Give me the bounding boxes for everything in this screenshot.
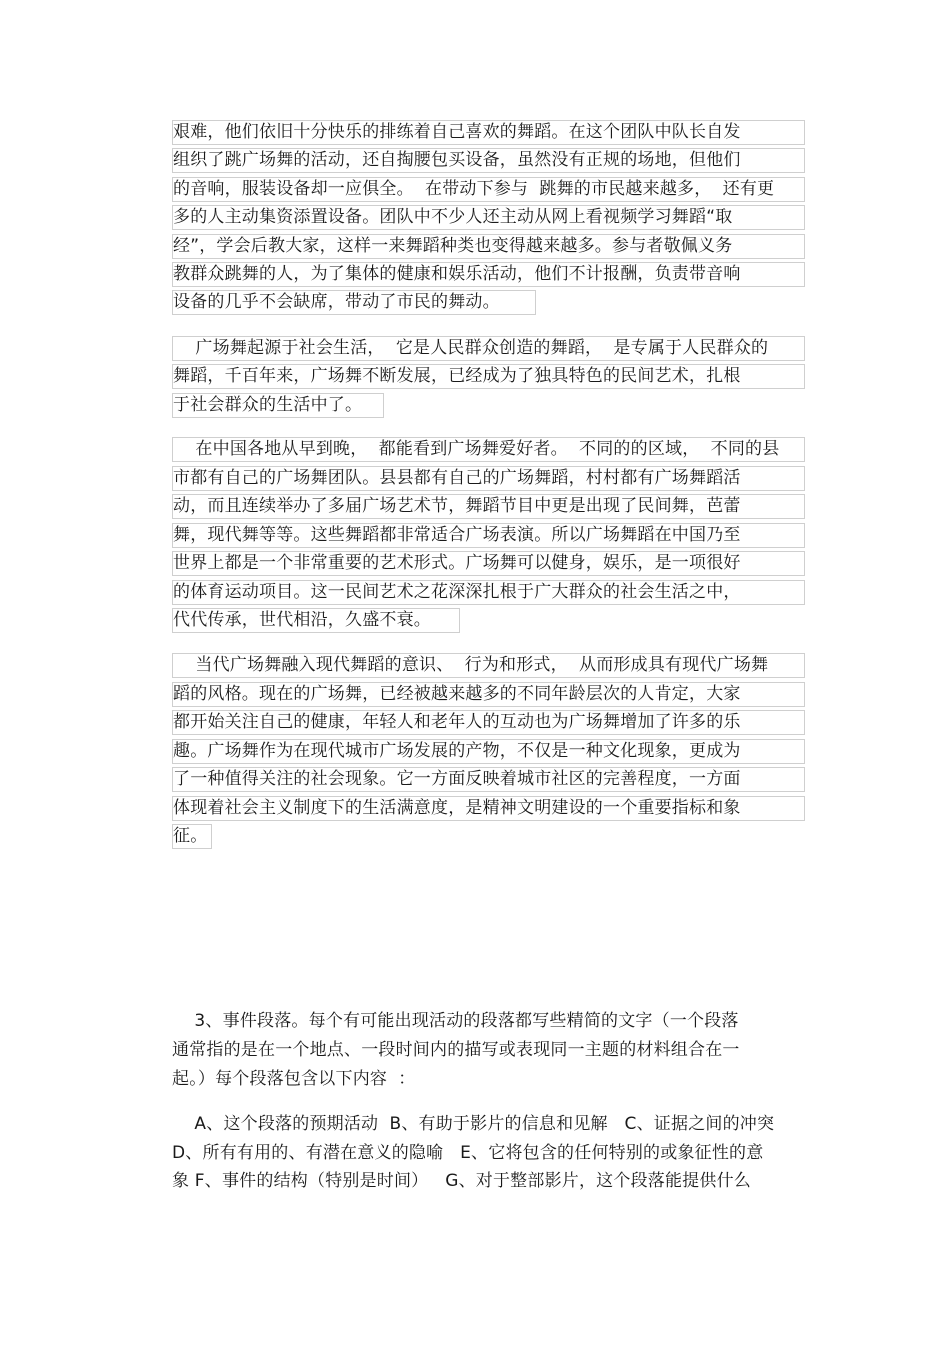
text-line: 经”，学会后教大家，这样一来舞蹈种类也变得越来越多。参与者敬佩义务 (172, 234, 805, 259)
text-line: 的体育运动项目。这一民间艺术之花深深扎根于广大群众的社会生活之中， (172, 580, 805, 605)
text-line: 象 F、事件的结构（特别是时间） G、对于整部影片，这个段落能提供什么 (172, 1171, 751, 1191)
text-line: 当代广场舞融入现代舞蹈的意识、 行为和形式， 从而形成具有现代广场舞 (172, 653, 805, 678)
text-line: 广场舞起源于社会生活， 它是人民群众创造的舞蹈， 是专属于人民群众的 (172, 336, 805, 361)
text-line: 于社会群众的生活中了。 (172, 393, 384, 418)
text-line: 代代传承，世代相沿，久盛不衰。 (172, 608, 460, 633)
text-line: D、所有有用的、有潜在意义的隐喻 E、它将包含的任何特别的或象征性的意 (172, 1143, 764, 1163)
text-line: 蹈的风格。现在的广场舞，已经被越来越多的不同年龄层次的人肯定，大家 (172, 682, 805, 707)
text-line: 设备的几乎不会缺席，带动了市民的舞动。 (172, 290, 536, 315)
text-line: 的音响，服装设备却一应俱全。 在带动下参与 跳舞的市民越来越多， 还有更 (172, 177, 805, 202)
text-line: 征。 (172, 824, 212, 849)
text-line: 动，而且连续举办了多届广场艺术节，舞蹈节目中更是出现了民间舞，芭蕾 (172, 494, 805, 519)
text-line: 起。）每个段落包含以下内容 ： (172, 1069, 416, 1089)
text-line: 组织了跳广场舞的活动，还自掏腰包买设备，虽然没有正规的场地，但他们 (172, 148, 805, 173)
text-line: 世界上都是一个非常重要的艺术形式。广场舞可以健身，娱乐，是一项很好 (172, 551, 805, 576)
text-line: 都开始关注自己的健康，年轻人和老年人的互动也为广场舞增加了许多的乐 (172, 710, 805, 735)
text-line: 艰难，他们依旧十分快乐的排练着自己喜欢的舞蹈。在这个团队中队长自发 (172, 120, 805, 145)
text-line: 了一种值得关注的社会现象。它一方面反映着城市社区的完善程度，一方面 (172, 767, 805, 792)
text-line: 体现着社会主义制度下的生活满意度，是精神文明建设的一个重要指标和象 (172, 796, 805, 821)
text-line: 舞，现代舞等等。这些舞蹈都非常适合广场表演。所以广场舞蹈在中国乃至 (172, 523, 805, 548)
text-line: A、这个段落的预期活动 B、有助于影片的信息和见解 C、证据之间的冲突 (172, 1114, 775, 1134)
text-line: 教群众跳舞的人，为了集体的健康和娱乐活动，他们不计报酬，负责带音响 (172, 262, 805, 287)
text-line: 通常指的是在一个地点、一段时间内的描写或表现同一主题的材料组合在一 (172, 1040, 740, 1060)
text-line: 在中国各地从早到晚， 都能看到广场舞爱好者。 不同的的区域， 不同的县 (172, 437, 805, 462)
text-line: 3、事件段落。每个有可能出现活动的段落都写些精简的文字（一个段落 (172, 1011, 739, 1031)
text-line: 舞蹈，千百年来，广场舞不断发展，已经成为了独具特色的民间艺术，扎根 (172, 364, 805, 389)
text-line: 市都有自己的广场舞团队。县县都有自己的广场舞蹈，村村都有广场舞蹈活 (172, 466, 805, 491)
text-line: 多的人主动集资添置设备。团队中不少人还主动从网上看视频学习舞蹈“取 (172, 205, 805, 230)
text-line: 趣。广场舞作为在现代城市广场发展的产物，不仅是一种文化现象，更成为 (172, 739, 805, 764)
